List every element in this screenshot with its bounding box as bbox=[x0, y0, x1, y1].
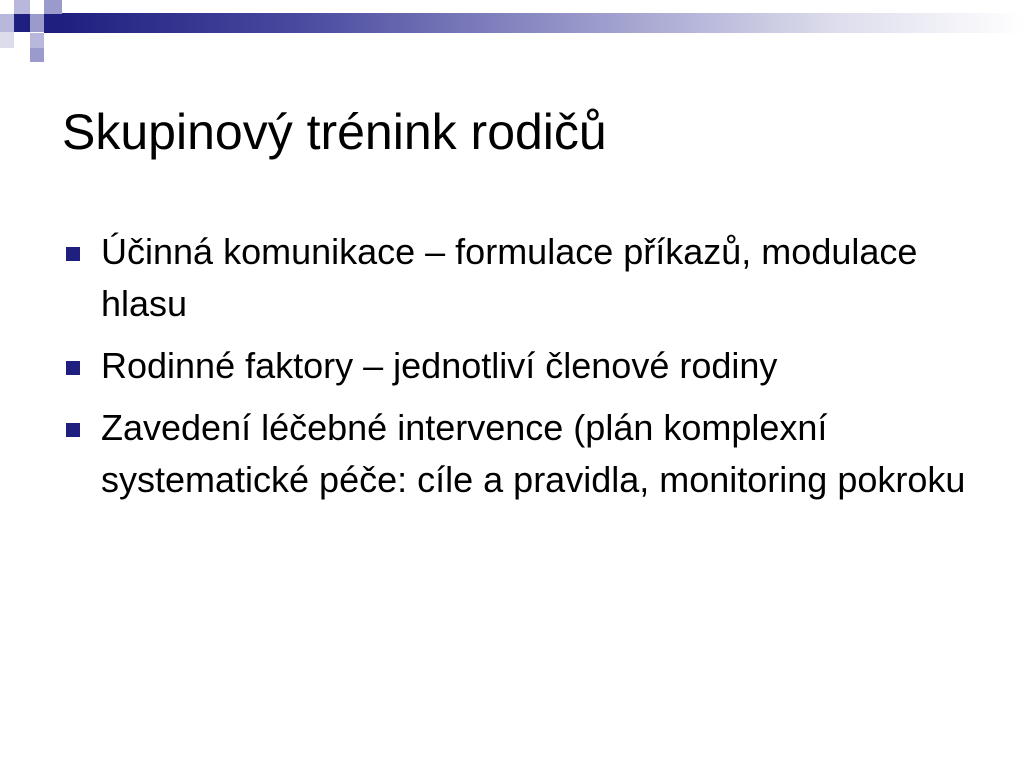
bullet-list bbox=[62, 226, 982, 516]
decor-square-icon bbox=[44, 0, 62, 14]
decor-square-icon bbox=[0, 32, 14, 48]
slide-title: Skupinový trénink rodičů bbox=[62, 104, 607, 160]
bullet-item bbox=[62, 402, 982, 506]
bullet-text: Rodinné faktory – jednotliví členové rodiny bbox=[101, 345, 778, 386]
square-bullet-icon bbox=[66, 361, 80, 375]
bullet-text: Účinná komunikace – formulace příkazů, modulace hlasu bbox=[101, 231, 918, 324]
bullet-item bbox=[62, 226, 982, 330]
header-gradient-bar bbox=[62, 13, 1024, 33]
decor-square-icon bbox=[44, 14, 62, 33]
bullet-item bbox=[62, 340, 982, 392]
decor-square-icon bbox=[14, 14, 30, 32]
decor-square-icon bbox=[30, 14, 44, 32]
decor-square-icon bbox=[0, 14, 14, 32]
square-bullet-icon bbox=[66, 247, 80, 261]
decor-square-icon bbox=[0, 0, 14, 14]
header-decoration bbox=[0, 0, 1024, 62]
decor-square-icon bbox=[30, 33, 44, 48]
square-bullet-icon bbox=[66, 423, 80, 437]
decor-square-icon bbox=[14, 0, 30, 14]
bullet-text: Zavedení léčebné intervence (plán komplexní systematické péče: cíle a pravidla, monitoring pokroku bbox=[101, 407, 966, 500]
decor-square-icon bbox=[30, 48, 44, 62]
